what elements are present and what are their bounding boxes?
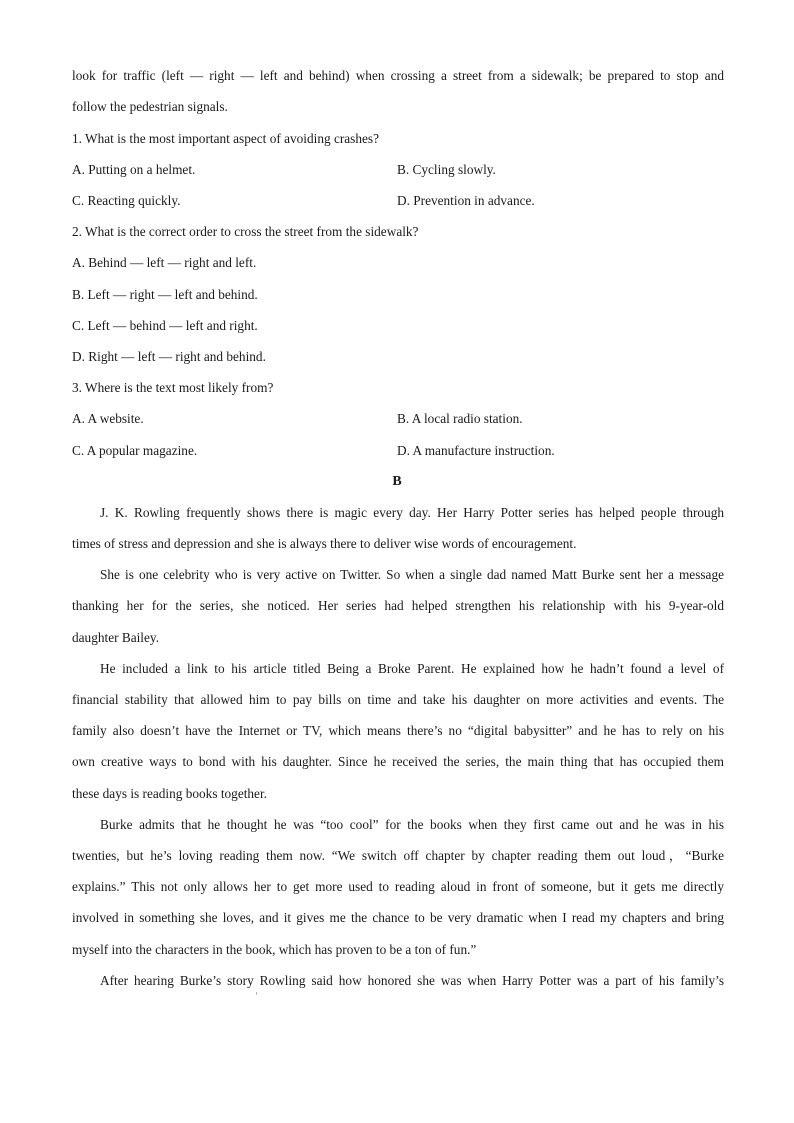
- passage-b-p1-line-1: J. K. Rowling frequently shows there is magic every day. Her Harry Potter series has helped people through: [100, 505, 724, 520]
- passage-b-p3-line-4: own creative ways to bond with his daughter. Since he received the series, the main thing that has occupied them: [72, 754, 724, 769]
- question-1-stem: 1. What is the most important aspect of avoiding crashes?: [72, 131, 379, 146]
- section-b-heading: B: [392, 474, 402, 489]
- question-3-option-b: B. A local radio station.: [397, 411, 523, 426]
- passage-b-p4-line-4: involved in something she loves, and it gives me the chance to be very dramatic when I read my chapters and bring: [72, 910, 724, 925]
- question-3-option-a: A. A website.: [72, 411, 144, 426]
- question-3-stem: 3. Where is the text most likely from?: [72, 380, 274, 395]
- question-3-option-d: D. A manufacture instruction.: [397, 443, 555, 458]
- passage-b-p1-line-2: times of stress and depression and she is always there to deliver wise words of encouragement.: [72, 536, 577, 551]
- passage-b-p2-line-3: daughter Bailey.: [72, 630, 160, 645]
- question-1-option-d: D. Prevention in advance.: [397, 193, 535, 208]
- passage-b-p4-line-1: Burke admits that he thought he was “too cool” for the books when they first came out and he was in his: [100, 817, 724, 832]
- question-1-option-c: C. Reacting quickly.: [72, 193, 181, 208]
- passage-a-line-1: look for traffic (left — right — left and behind) when crossing a street from a sidewalk; be prepared to stop and: [72, 68, 724, 83]
- passage-b-p2-line-2: thanking her for the series, she noticed. Her series had helped strengthen his relationship with his 9-year-old: [72, 598, 724, 613]
- passage-b-p3-line-5: these days is reading books together.: [72, 786, 267, 801]
- question-2-option-c: C. Left — behind — left and right.: [72, 318, 258, 333]
- passage-b-p4-line-3: explains.” This not only allows her to get more used to reading aloud in front of someone, but it gets me directly: [72, 879, 724, 894]
- passage-b-p3-line-2: financial stability that allowed him to pay bills on time and take his daughter on more activities and events. The: [72, 692, 724, 707]
- question-2-option-d: D. Right — left — right and behind.: [72, 349, 266, 364]
- question-2-option-a: A. Behind — left — right and left.: [72, 255, 257, 270]
- question-3-option-c: C. A popular magazine.: [72, 443, 198, 458]
- passage-b-p5-line-1: After hearing Burke’s story Rowling said how honored she was when Harry Potter was a part of his family’s: [100, 973, 724, 988]
- stray-comma-mark: ': [256, 991, 258, 1000]
- passage-b-p4-line-5: myself into the characters in the book, which has proven to be a ton of fun.”: [72, 942, 477, 957]
- passage-b-p2-line-1: She is one celebrity who is very active on Twitter. So when a single dad named Matt Burke sent her a message: [100, 567, 724, 582]
- passage-b-p4-line-2: twenties, but he’s loving reading them now. “We switch off chapter by chapter reading them out loud，“Burke: [72, 848, 724, 863]
- passage-b-p3-line-1: He included a link to his article titled Being a Broke Parent. He explained how he hadn’t found a level of: [100, 661, 724, 676]
- question-1-option-a: A. Putting on a helmet.: [72, 162, 196, 177]
- passage-b-p3-line-3: family also doesn’t have the Internet or TV, which means there’s no “digital babysitter” and he has to rely on his: [72, 723, 724, 738]
- question-2-stem: 2. What is the correct order to cross the street from the sidewalk?: [72, 224, 419, 239]
- passage-a-line-2: follow the pedestrian signals.: [72, 99, 228, 114]
- question-1-option-b: B. Cycling slowly.: [397, 162, 496, 177]
- question-2-option-b: B. Left — right — left and behind.: [72, 287, 258, 302]
